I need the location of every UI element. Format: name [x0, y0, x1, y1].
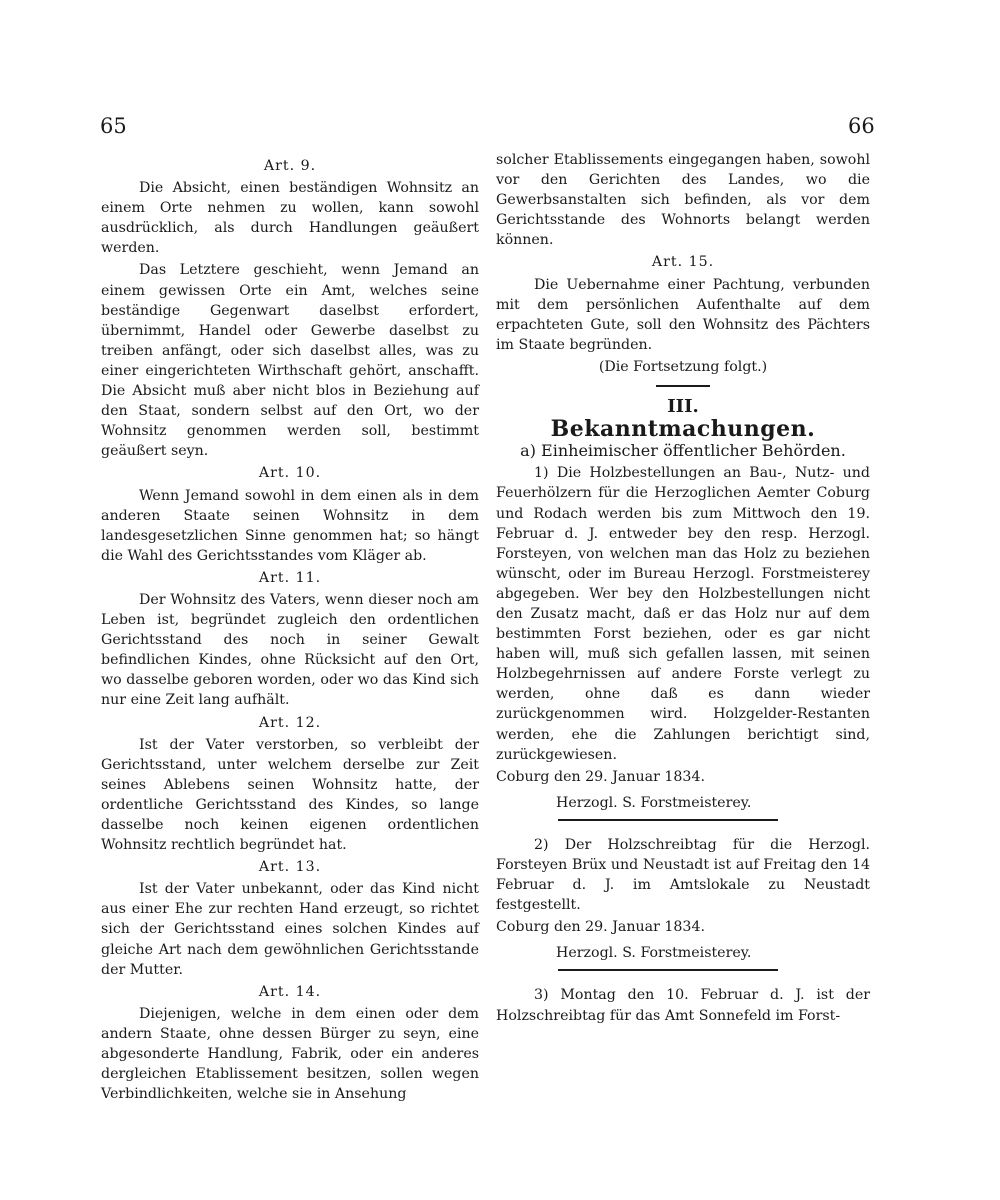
subsection-heading: a) Einheimischer öffentlicher Behörden. — [520, 441, 846, 461]
article-11-paragraph: Der Wohnsitz des Vaters, wenn dieser noch am Leben ist, begründet zugleich den ordentlichen Gerichtsstand des noch in seiner Gewalt befindlichen Kindes, ohne Rücksicht auf den Ort, wo dasselbe geboren worden, oder wo das Kind sich nur eine Zeit lang aufhält. — [101, 591, 479, 709]
article-15-heading: Art. 15. — [651, 254, 715, 271]
article-14-continuation: solcher Etablissements eingegangen haben, sowohl vor den Gerichten des Landes, wo die Gewerbsanstalten sich befinden, als vor dem Gerichtsstande des Wohnorts belangt werden können. — [496, 152, 870, 249]
notice-1-date: Coburg den 29. Januar 1834. — [496, 768, 705, 785]
notice-2-divider — [558, 969, 778, 971]
notice-2-signature: Herzogl. S. Forstmeisterey. — [556, 945, 752, 962]
right-column — [496, 150, 870, 1026]
article-10-heading: Art. 10. — [258, 465, 322, 482]
page-number-left: 65 — [100, 114, 127, 138]
article-14-paragraph: Diejenigen, welche in dem einen oder dem andern Staate, ohne dessen Bürger zu seyn, eine abgesonderte Handlung, Fabrik, oder ein anderes dergleichen Etablissement besitzen, sollen wegen Verbindlichkeiten, welche sie in Ansehung — [101, 1005, 479, 1103]
notice-3: 3) Montag den 10. Februar d. J. ist der Holzschreibtag für das Amt Sonnefeld im Forst- — [496, 987, 870, 1024]
section-number: III. — [667, 396, 699, 418]
article-15-paragraph: Die Uebernahme einer Pachtung, verbunden mit dem persönlichen Aufenthalte auf dem erpachteten Gute, soll den Wohnsitz des Pächters im Staate begründen. — [496, 276, 870, 353]
article-14-heading: Art. 14. — [258, 983, 322, 1000]
notice-1-divider — [558, 819, 778, 821]
left-column — [101, 150, 479, 1104]
article-9-heading: Art. 9. — [263, 158, 317, 174]
continuation-note: (Die Fortsetzung folgt.) — [598, 358, 768, 375]
article-9-paragraph-2: Das Letztere geschieht, wenn Jemand an einem gewissen Orte ein Amt, welches seine beständige Gegenwart daselbst erfordert, übernimmt, Handel oder Gewerbe daselbst zu treiben anfängt, oder sich daselbst alles, was zu einer eingerichteten Wirthschaft gehört, anschafft. Die Absicht muß aber nicht blos in Beziehung auf den Staat, sondern selbst auf den Ort, wo der Wohnsitz genommen werden soll, bestimmt geäußert seyn. — [101, 262, 479, 460]
article-13-heading: Art. 13. — [258, 859, 322, 876]
section-divider — [656, 385, 710, 387]
article-9-paragraph-1: Die Absicht, einen beständigen Wohnsitz an einem Orte nehmen zu wollen, kann sowohl ausdrücklich, als durch Handlungen geäußert werden. — [101, 180, 479, 257]
page-number-right: 66 — [848, 114, 875, 138]
article-12-heading: Art. 12. — [258, 714, 322, 731]
article-11-heading: Art. 11. — [258, 569, 322, 586]
notice-1-signature: Herzogl. S. Forstmeisterey. — [556, 794, 752, 811]
article-10-paragraph: Wenn Jemand sowohl in dem einen als in dem anderen Staate seinen Wohnsitz in dem landesgesetzlichen Sinne genommen hat; so hängt die Wahl des Gerichtsstandes vom Kläger ab. — [101, 487, 479, 564]
article-12-paragraph: Ist der Vater verstorben, so verbleibt der Gerichtsstand, unter welchem derselbe zur Zeit seines Ablebens seinen Wohnsitz hatte, der ordentliche Gerichtsstand des Kindes, so lange dasselbe noch keinen eigenen ordentlichen Wohnsitz rechtlich begründet hat. — [101, 736, 479, 854]
notice-2: 2) Der Holzschreibtag für die Herzogl. Forsteyen Brüx und Neustadt ist auf Freitag den 14 Februar d. J. im Amtslokale zu Neustadt festgestellt. — [496, 836, 870, 914]
article-13-paragraph: Ist der Vater unbekannt, oder das Kind nicht aus einer Ehe zur rechten Hand erzeugt, so richtet sich der Gerichtsstand eines solchen Kindes auf gleiche Art nach dem gewöhnlichen Gerichtsstande der Mutter. — [101, 881, 479, 978]
notice-1: 1) Die Holzbestellungen an Bau-, Nutz- und Feuerhölzern für die Herzoglichen Aemter Coburg und Rodach werden bis zum Mittwoch den 19. Februar d. J. entweder bey den resp. Herzogl. Forsteyen, von welchen man das Holz zu beziehen wünscht, oder im Bureau Herzogl. Forstmeisterey abgegeben. Wer bey den Holzbestellungen nicht den Zusatz macht, daß er das Holz nur auf dem bestimmten Forst beziehen, oder es gar nicht haben will, muß sich gefallen lassen, mit seinen Holzbegehrnissen auf andere Forste verlegt zu werden, ohne daß es dann wieder zurückgenommen wird. Holzgelder-Restanten werden, ehe die Zahlungen berichtigt sind, zurückgewiesen. — [496, 465, 870, 763]
section-title: Bekanntmachungen. — [550, 416, 816, 443]
notice-2-date: Coburg den 29. Januar 1834. — [496, 919, 705, 936]
